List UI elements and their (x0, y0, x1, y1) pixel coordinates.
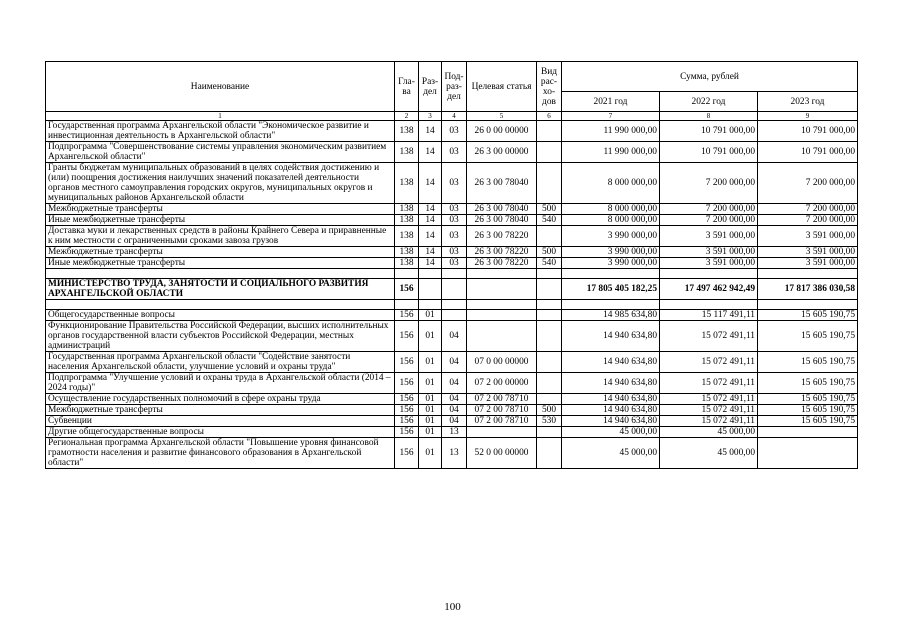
row-podrazdel: 04 (442, 394, 467, 405)
row-name: Подпрограмма "Улучшение условий и охраны труда в Архангельской области (2014 – 2024 годы)" (46, 373, 395, 394)
row-glava: 138 (395, 226, 419, 247)
row-vid-raskhodov (537, 321, 562, 352)
row-vid-raskhodov (537, 163, 562, 204)
row-tselevaya-statya: 26 3 00 78040 (467, 163, 537, 204)
row-razdel: 01 (419, 416, 442, 427)
row-podrazdel: 03 (442, 247, 467, 258)
row-razdel: 01 (419, 427, 442, 438)
row-sum-2021: 45 000,00 (562, 438, 660, 469)
row-sum-2022 (660, 300, 758, 310)
row-name (46, 300, 395, 310)
row-sum-2023: 17 817 386 030,58 (758, 279, 858, 300)
row-sum-2023 (758, 427, 858, 438)
column-number-row (46, 112, 858, 121)
row-sum-2021: 3 990 000,00 (562, 226, 660, 247)
row-vid-raskhodov: 500 (537, 247, 562, 258)
row-razdel: 01 (419, 373, 442, 394)
row-name: Гранты бюджетам муниципальных образований в целях содействия достижению и (или) поощрения достижения наилучших значений показателей деятельности органов местного самоуправления городских округов, муниципальных округов и муниципальных районов Архангельской области (46, 163, 395, 204)
row-sum-2023 (758, 438, 858, 469)
row-tselevaya-statya: 26 0 00 00000 (467, 121, 537, 142)
budget-table (45, 61, 858, 469)
header-name: Наименование (46, 62, 395, 112)
table-body (46, 121, 858, 469)
spacer-row (46, 269, 858, 279)
row-razdel: 14 (419, 247, 442, 258)
row-glava: 138 (395, 121, 419, 142)
row-glava: 138 (395, 204, 419, 215)
row-sum-2022: 10 791 000,00 (660, 121, 758, 142)
row-name: Субвенции (46, 416, 395, 427)
row-sum-2021 (562, 300, 660, 310)
row-sum-2021: 8 000 000,00 (562, 163, 660, 204)
row-tselevaya-statya: 07 2 00 78710 (467, 405, 537, 416)
column-number: 8 (660, 112, 758, 121)
row-tselevaya-statya (467, 269, 537, 279)
header-year-2023: 2023 год (758, 92, 858, 112)
row-glava: 156 (395, 438, 419, 469)
row-sum-2022: 15 072 491,11 (660, 373, 758, 394)
row-sum-2022: 3 591 000,00 (660, 247, 758, 258)
column-number: 2 (395, 112, 419, 121)
table-row (46, 258, 858, 269)
header-summa: Сумма, рублей (562, 62, 858, 92)
row-tselevaya-statya (467, 321, 537, 352)
header-tselevaya-statya: Целевая статья (467, 62, 537, 112)
column-number: 3 (419, 112, 442, 121)
row-podrazdel: 03 (442, 204, 467, 215)
header-podrazdel: Под-раз-дел (442, 62, 467, 112)
row-sum-2023: 7 200 000,00 (758, 215, 858, 226)
row-name: Государственная программа Архангельской области "Экономическое развитие и инвестиционная деятельность в Архангельской области" (46, 121, 395, 142)
row-sum-2022: 15 072 491,11 (660, 405, 758, 416)
row-tselevaya-statya (467, 300, 537, 310)
row-glava: 138 (395, 163, 419, 204)
row-sum-2023: 15 605 190,75 (758, 310, 858, 321)
row-glava: 138 (395, 258, 419, 269)
row-vid-raskhodov: 500 (537, 204, 562, 215)
row-sum-2022: 17 497 462 942,49 (660, 279, 758, 300)
row-vid-raskhodov (537, 394, 562, 405)
table-row (46, 163, 858, 204)
row-glava: 156 (395, 405, 419, 416)
header-year-2022: 2022 год (660, 92, 758, 112)
row-vid-raskhodov (537, 269, 562, 279)
row-sum-2023: 10 791 000,00 (758, 142, 858, 163)
row-sum-2023: 15 605 190,75 (758, 321, 858, 352)
row-sum-2023: 15 605 190,75 (758, 352, 858, 373)
row-vid-raskhodov (537, 352, 562, 373)
table-row (46, 373, 858, 394)
row-sum-2021: 14 940 634,80 (562, 394, 660, 405)
table-row (46, 226, 858, 247)
row-razdel (419, 279, 442, 300)
row-vid-raskhodov (537, 142, 562, 163)
table-row (46, 416, 858, 427)
row-sum-2023: 15 605 190,75 (758, 373, 858, 394)
table-row (46, 279, 858, 300)
row-sum-2022: 15 072 491,11 (660, 352, 758, 373)
column-number: 4 (442, 112, 467, 121)
row-tselevaya-statya: 07 0 00 00000 (467, 352, 537, 373)
row-razdel: 14 (419, 142, 442, 163)
row-name: Межбюджетные трансферты (46, 405, 395, 416)
row-tselevaya-statya: 07 2 00 00000 (467, 373, 537, 394)
spacer-row (46, 300, 858, 310)
row-sum-2023: 10 791 000,00 (758, 121, 858, 142)
row-glava: 138 (395, 215, 419, 226)
row-glava: 156 (395, 427, 419, 438)
row-glava (395, 300, 419, 310)
row-vid-raskhodov (537, 300, 562, 310)
row-glava: 138 (395, 247, 419, 258)
row-sum-2021: 8 000 000,00 (562, 204, 660, 215)
row-sum-2022: 3 591 000,00 (660, 226, 758, 247)
row-sum-2021: 3 990 000,00 (562, 258, 660, 269)
row-glava: 138 (395, 142, 419, 163)
row-name: Государственная программа Архангельской области "Содействие занятости населения Архангельской области, улучшение условий и охраны труда" (46, 352, 395, 373)
row-tselevaya-statya: 26 3 00 78220 (467, 247, 537, 258)
table-row (46, 405, 858, 416)
row-name: Региональная программа Архангельской области "Повышение уровня финансовой грамотности населения и развитие финансового образования в Архангельской области" (46, 438, 395, 469)
row-sum-2022: 15 072 491,11 (660, 394, 758, 405)
row-sum-2023 (758, 269, 858, 279)
row-podrazdel: 04 (442, 405, 467, 416)
row-sum-2021: 14 940 634,80 (562, 321, 660, 352)
table-row (46, 394, 858, 405)
row-sum-2022: 10 791 000,00 (660, 142, 758, 163)
row-sum-2023: 3 591 000,00 (758, 247, 858, 258)
row-sum-2021: 14 940 634,80 (562, 416, 660, 427)
table-row (46, 247, 858, 258)
page-number: 100 (444, 601, 461, 613)
table-row (46, 352, 858, 373)
row-podrazdel: 03 (442, 142, 467, 163)
table-row (46, 204, 858, 215)
row-razdel: 14 (419, 204, 442, 215)
row-name: МИНИСТЕРСТВО ТРУДА, ЗАНЯТОСТИ И СОЦИАЛЬНОГО РАЗВИТИЯ АРХАНГЕЛЬСКОЙ ОБЛАСТИ (46, 279, 395, 300)
row-razdel (419, 269, 442, 279)
table-row (46, 321, 858, 352)
row-name: Подпрограмма "Совершенствование системы управления экономическим развитием Архангельской области" (46, 142, 395, 163)
row-vid-raskhodov (537, 279, 562, 300)
row-sum-2021: 11 990 000,00 (562, 121, 660, 142)
row-sum-2022: 3 591 000,00 (660, 258, 758, 269)
row-sum-2021: 14 940 634,80 (562, 373, 660, 394)
row-sum-2021: 3 990 000,00 (562, 247, 660, 258)
column-number: 1 (46, 112, 395, 121)
header-glava: Гла-ва (395, 62, 419, 112)
row-tselevaya-statya (467, 279, 537, 300)
header-vid-raskhodov: Вид рас-хо-дов (537, 62, 562, 112)
row-razdel: 14 (419, 258, 442, 269)
table-row (46, 142, 858, 163)
row-razdel: 14 (419, 121, 442, 142)
row-razdel: 01 (419, 394, 442, 405)
row-tselevaya-statya: 26 3 00 00000 (467, 142, 537, 163)
row-sum-2021: 8 000 000,00 (562, 215, 660, 226)
row-sum-2023 (758, 300, 858, 310)
row-sum-2023: 3 591 000,00 (758, 226, 858, 247)
row-vid-raskhodov (537, 310, 562, 321)
row-tselevaya-statya: 26 3 00 78220 (467, 258, 537, 269)
column-number: 9 (758, 112, 858, 121)
row-razdel: 14 (419, 215, 442, 226)
header-razdel: Раз-дел (419, 62, 442, 112)
row-podrazdel: 03 (442, 226, 467, 247)
row-glava: 156 (395, 416, 419, 427)
row-sum-2022: 45 000,00 (660, 427, 758, 438)
row-name: Общегосударственные вопросы (46, 310, 395, 321)
row-razdel (419, 300, 442, 310)
row-podrazdel: 03 (442, 121, 467, 142)
header-year-2021: 2021 год (562, 92, 660, 112)
row-vid-raskhodov: 500 (537, 405, 562, 416)
table-row (46, 310, 858, 321)
row-glava: 156 (395, 394, 419, 405)
row-vid-raskhodov: 540 (537, 258, 562, 269)
row-name: Доставка муки и лекарственных средств в районы Крайнего Севера и приравненные к ним местности с ограниченными сроками завоза грузов (46, 226, 395, 247)
row-sum-2023: 3 591 000,00 (758, 258, 858, 269)
row-podrazdel: 03 (442, 258, 467, 269)
row-podrazdel: 03 (442, 163, 467, 204)
row-sum-2021: 14 940 634,80 (562, 352, 660, 373)
row-sum-2021: 14 940 634,80 (562, 405, 660, 416)
row-podrazdel: 04 (442, 352, 467, 373)
row-sum-2022: 15 072 491,11 (660, 416, 758, 427)
row-podrazdel (442, 269, 467, 279)
row-razdel: 14 (419, 163, 442, 204)
row-sum-2023: 15 605 190,75 (758, 405, 858, 416)
row-sum-2021: 11 990 000,00 (562, 142, 660, 163)
row-sum-2022 (660, 269, 758, 279)
row-name: Межбюджетные трансферты (46, 247, 395, 258)
row-podrazdel (442, 310, 467, 321)
column-number: 6 (537, 112, 562, 121)
row-sum-2021: 17 805 405 182,25 (562, 279, 660, 300)
row-podrazdel: 04 (442, 416, 467, 427)
row-podrazdel: 13 (442, 427, 467, 438)
row-name: Другие общегосударственные вопросы (46, 427, 395, 438)
row-glava: 156 (395, 321, 419, 352)
row-name: Осуществление государственных полномочий в сфере охраны труда (46, 394, 395, 405)
row-vid-raskhodov (537, 438, 562, 469)
table-row (46, 438, 858, 469)
row-glava: 156 (395, 352, 419, 373)
row-sum-2022: 45 000,00 (660, 438, 758, 469)
row-glava: 156 (395, 373, 419, 394)
row-razdel: 01 (419, 321, 442, 352)
row-sum-2022: 7 200 000,00 (660, 163, 758, 204)
row-tselevaya-statya: 52 0 00 00000 (467, 438, 537, 469)
row-sum-2021: 45 000,00 (562, 427, 660, 438)
row-name: Иные межбюджетные трансферты (46, 258, 395, 269)
row-vid-raskhodov (537, 373, 562, 394)
row-razdel: 01 (419, 405, 442, 416)
row-glava: 156 (395, 310, 419, 321)
row-sum-2023: 15 605 190,75 (758, 394, 858, 405)
row-name: Функционирование Правительства Российской Федерации, высших исполнительных органов государственной власти субъектов Российской Федерации, местных администраций (46, 321, 395, 352)
row-razdel: 01 (419, 310, 442, 321)
row-sum-2021 (562, 269, 660, 279)
row-podrazdel: 04 (442, 321, 467, 352)
row-vid-raskhodov: 540 (537, 215, 562, 226)
row-razdel: 14 (419, 226, 442, 247)
row-sum-2022: 15 072 491,11 (660, 321, 758, 352)
row-glava: 156 (395, 279, 419, 300)
row-vid-raskhodov (537, 427, 562, 438)
row-tselevaya-statya: 07 2 00 78710 (467, 416, 537, 427)
column-number: 5 (467, 112, 537, 121)
row-tselevaya-statya: 26 3 00 78220 (467, 226, 537, 247)
row-podrazdel: 03 (442, 215, 467, 226)
row-vid-raskhodov (537, 226, 562, 247)
row-podrazdel: 04 (442, 373, 467, 394)
row-sum-2022: 7 200 000,00 (660, 215, 758, 226)
column-number: 7 (562, 112, 660, 121)
row-podrazdel: 13 (442, 438, 467, 469)
row-sum-2021: 14 985 634,80 (562, 310, 660, 321)
row-sum-2022: 7 200 000,00 (660, 204, 758, 215)
row-sum-2023: 7 200 000,00 (758, 204, 858, 215)
row-sum-2023: 15 605 190,75 (758, 416, 858, 427)
row-glava (395, 269, 419, 279)
table-row (46, 215, 858, 226)
table-row (46, 427, 858, 438)
row-vid-raskhodov: 530 (537, 416, 562, 427)
row-razdel: 01 (419, 352, 442, 373)
row-podrazdel (442, 279, 467, 300)
row-razdel: 01 (419, 438, 442, 469)
table-row (46, 121, 858, 142)
row-sum-2023: 7 200 000,00 (758, 163, 858, 204)
row-name: Межбюджетные трансферты (46, 204, 395, 215)
row-tselevaya-statya: 26 3 00 78040 (467, 204, 537, 215)
row-tselevaya-statya (467, 427, 537, 438)
row-tselevaya-statya: 26 3 00 78040 (467, 215, 537, 226)
row-tselevaya-statya: 07 2 00 78710 (467, 394, 537, 405)
row-name: Иные межбюджетные трансферты (46, 215, 395, 226)
row-sum-2022: 15 117 491,11 (660, 310, 758, 321)
row-vid-raskhodov (537, 121, 562, 142)
row-tselevaya-statya (467, 310, 537, 321)
row-podrazdel (442, 300, 467, 310)
row-name (46, 269, 395, 279)
